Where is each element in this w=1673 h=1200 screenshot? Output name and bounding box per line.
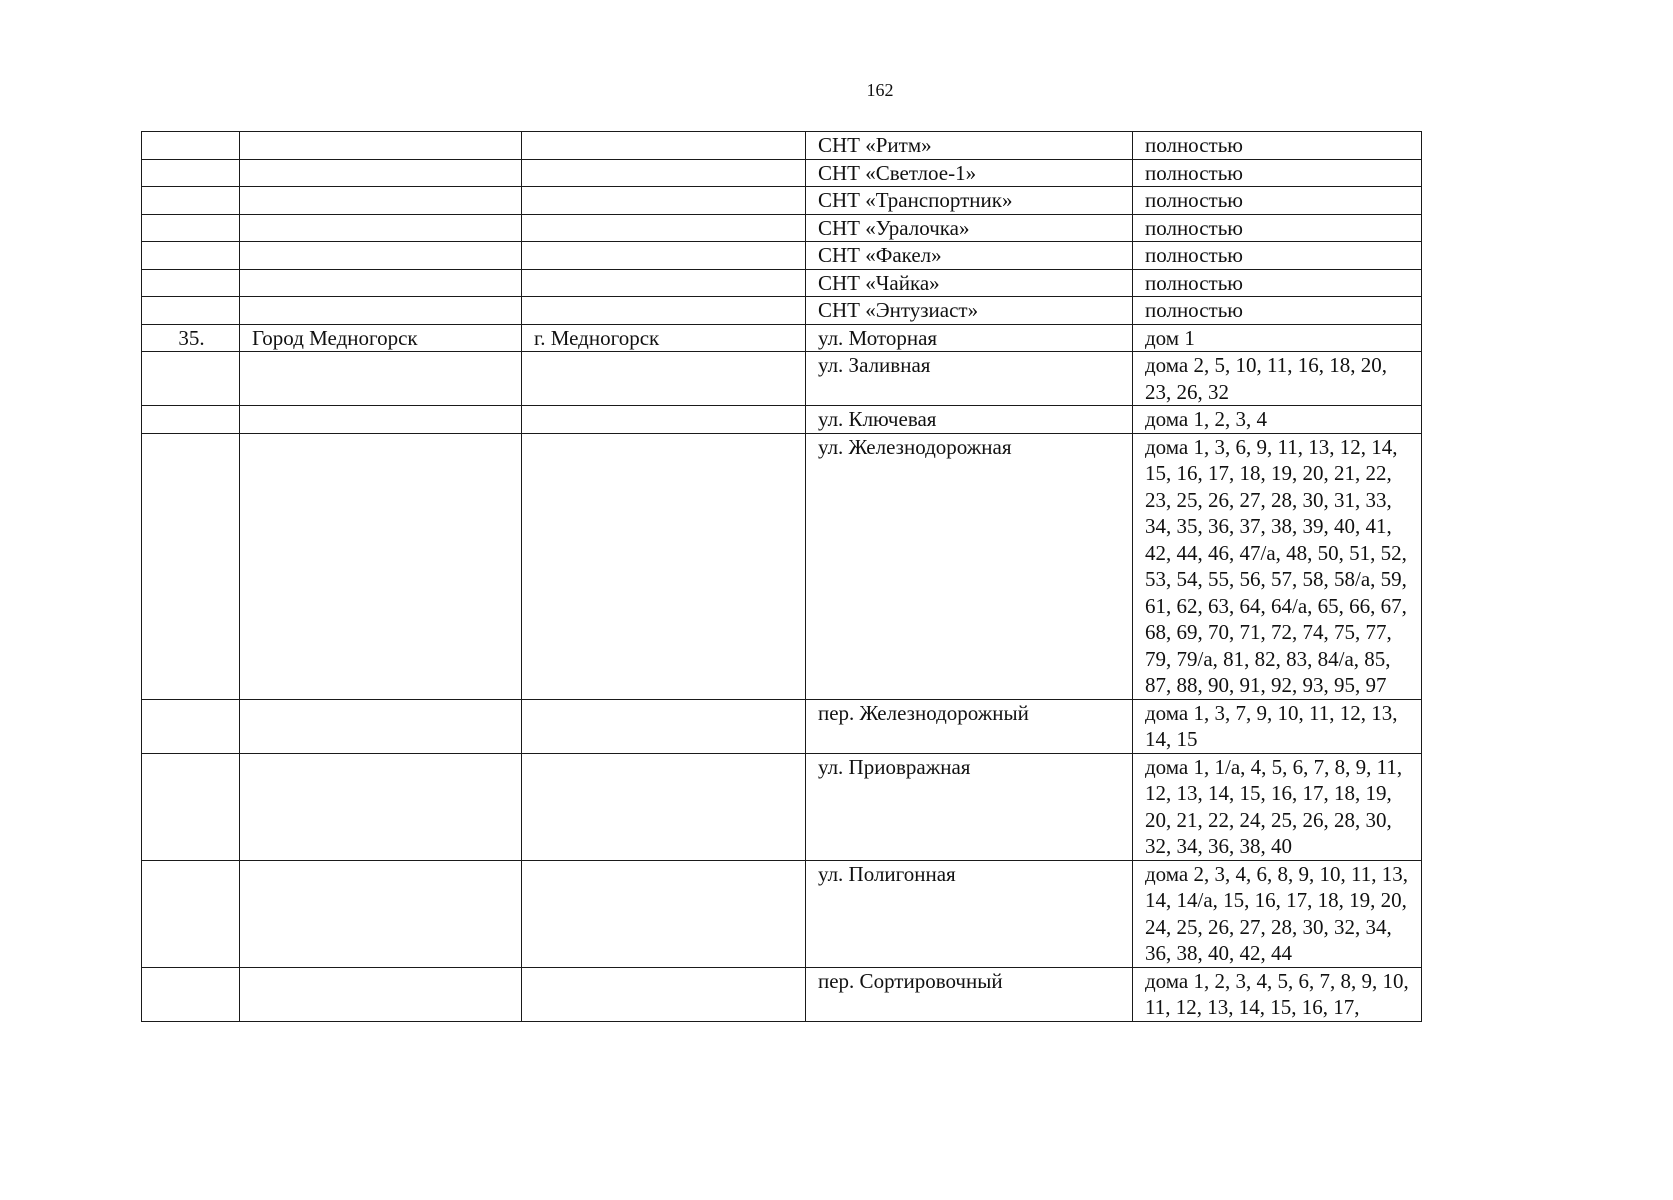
houses-cell: дома 1, 3, 7, 9, 10, 11, 12, 13, 14, 15 xyxy=(1133,699,1422,753)
table-row xyxy=(142,352,1422,406)
houses-cell: полностью xyxy=(1133,297,1422,325)
row-number-cell xyxy=(142,753,240,860)
settlement-cell xyxy=(522,406,806,434)
table-row xyxy=(142,159,1422,187)
table-row xyxy=(142,860,1422,967)
row-number-cell xyxy=(142,242,240,270)
table-row xyxy=(142,433,1422,699)
houses-cell: полностью xyxy=(1133,242,1422,270)
municipality-cell xyxy=(240,242,522,270)
settlement-cell xyxy=(522,132,806,160)
street-cell: СНТ «Светлое-1» xyxy=(806,159,1133,187)
table-row xyxy=(142,406,1422,434)
street-cell: ул. Моторная xyxy=(806,324,1133,352)
houses-cell: дома 1, 2, 3, 4 xyxy=(1133,406,1422,434)
houses-cell: дома 2, 5, 10, 11, 16, 18, 20, 23, 26, 32 xyxy=(1133,352,1422,406)
settlement-cell xyxy=(522,242,806,270)
table-row xyxy=(142,187,1422,215)
addresses-table xyxy=(141,131,1422,1022)
table-row xyxy=(142,269,1422,297)
table-row xyxy=(142,753,1422,860)
settlement-cell xyxy=(522,699,806,753)
settlement-cell xyxy=(522,159,806,187)
row-number-cell xyxy=(142,860,240,967)
settlement-cell: г. Медногорск xyxy=(522,324,806,352)
settlement-cell xyxy=(522,433,806,699)
settlement-cell xyxy=(522,860,806,967)
street-cell: пер. Железнодорожный xyxy=(806,699,1133,753)
municipality-cell xyxy=(240,753,522,860)
municipality-cell xyxy=(240,352,522,406)
street-cell: пер. Сортировочный xyxy=(806,967,1133,1021)
row-number-cell xyxy=(142,187,240,215)
row-number-cell: 35. xyxy=(142,324,240,352)
houses-cell: дома 2, 3, 4, 6, 8, 9, 10, 11, 13, 14, 14/а, 15, 16, 17, 18, 19, 20, 24, 25, 26, 27, 28, 30, 32, 34, 36, 38, 40, 42, 44 xyxy=(1133,860,1422,967)
table-row xyxy=(142,699,1422,753)
street-cell: ул. Ключевая xyxy=(806,406,1133,434)
settlement-cell xyxy=(522,753,806,860)
row-number-cell xyxy=(142,297,240,325)
row-number-cell xyxy=(142,352,240,406)
row-number-cell xyxy=(142,433,240,699)
row-number-cell xyxy=(142,214,240,242)
houses-cell: дома 1, 1/а, 4, 5, 6, 7, 8, 9, 11, 12, 13, 14, 15, 16, 17, 18, 19, 20, 21, 22, 24, 25, 26, 28, 30, 32, 34, 36, 38, 40 xyxy=(1133,753,1422,860)
settlement-cell xyxy=(522,269,806,297)
municipality-cell xyxy=(240,860,522,967)
street-cell: ул. Полигонная xyxy=(806,860,1133,967)
municipality-cell xyxy=(240,269,522,297)
houses-cell: полностью xyxy=(1133,132,1422,160)
municipality-cell xyxy=(240,406,522,434)
street-cell: СНТ «Транспортник» xyxy=(806,187,1133,215)
houses-cell: полностью xyxy=(1133,269,1422,297)
row-number-cell xyxy=(142,269,240,297)
table-row xyxy=(142,967,1422,1021)
street-cell: ул. Приовражная xyxy=(806,753,1133,860)
street-cell: ул. Железнодорожная xyxy=(806,433,1133,699)
row-number-cell xyxy=(142,159,240,187)
street-cell: СНТ «Чайка» xyxy=(806,269,1133,297)
row-number-cell xyxy=(142,699,240,753)
street-cell: СНТ «Ритм» xyxy=(806,132,1133,160)
street-cell: СНТ «Уралочка» xyxy=(806,214,1133,242)
street-cell: ул. Заливная xyxy=(806,352,1133,406)
houses-cell: дом 1 xyxy=(1133,324,1422,352)
settlement-cell xyxy=(522,352,806,406)
table-row xyxy=(142,214,1422,242)
settlement-cell xyxy=(522,297,806,325)
street-cell: СНТ «Энтузиаст» xyxy=(806,297,1133,325)
municipality-cell xyxy=(240,699,522,753)
municipality-cell: Город Медногорск xyxy=(240,324,522,352)
table-row xyxy=(142,297,1422,325)
settlement-cell xyxy=(522,187,806,215)
municipality-cell xyxy=(240,132,522,160)
table-row xyxy=(142,132,1422,160)
houses-cell: полностью xyxy=(1133,187,1422,215)
houses-cell: дома 1, 3, 6, 9, 11, 13, 12, 14, 15, 16, 17, 18, 19, 20, 21, 22, 23, 25, 26, 27, 28, 30, 31, 33, 34, 35, 36, 37, 38, 39, 40, 41, 42, 44, 46, 47/а, 48, 50, 51, 52, 53, 54, 55, 56, 57, 58, 58/а, 59, 61, 62, 63, 64, 64/а, 65, 66, 67, 68, 69, 70, 71, 72, 74, 75, 77, 79, 79/а, 81, 82, 83, 84/а, 85, 87, 88, 90, 91, 92, 93, 95, 97 xyxy=(1133,433,1422,699)
settlement-cell xyxy=(522,967,806,1021)
municipality-cell xyxy=(240,159,522,187)
row-number-cell xyxy=(142,132,240,160)
houses-cell: полностью xyxy=(1133,214,1422,242)
row-number-cell xyxy=(142,406,240,434)
row-number-cell xyxy=(142,967,240,1021)
settlement-cell xyxy=(522,214,806,242)
page-number: 162 xyxy=(866,80,894,100)
table-row xyxy=(142,242,1422,270)
municipality-cell xyxy=(240,297,522,325)
street-cell: СНТ «Факел» xyxy=(806,242,1133,270)
houses-cell: дома 1, 2, 3, 4, 5, 6, 7, 8, 9, 10, 11, 12, 13, 14, 15, 16, 17, xyxy=(1133,967,1422,1021)
municipality-cell xyxy=(240,214,522,242)
table-row xyxy=(142,324,1422,352)
municipality-cell xyxy=(240,967,522,1021)
municipality-cell xyxy=(240,433,522,699)
houses-cell: полностью xyxy=(1133,159,1422,187)
municipality-cell xyxy=(240,187,522,215)
